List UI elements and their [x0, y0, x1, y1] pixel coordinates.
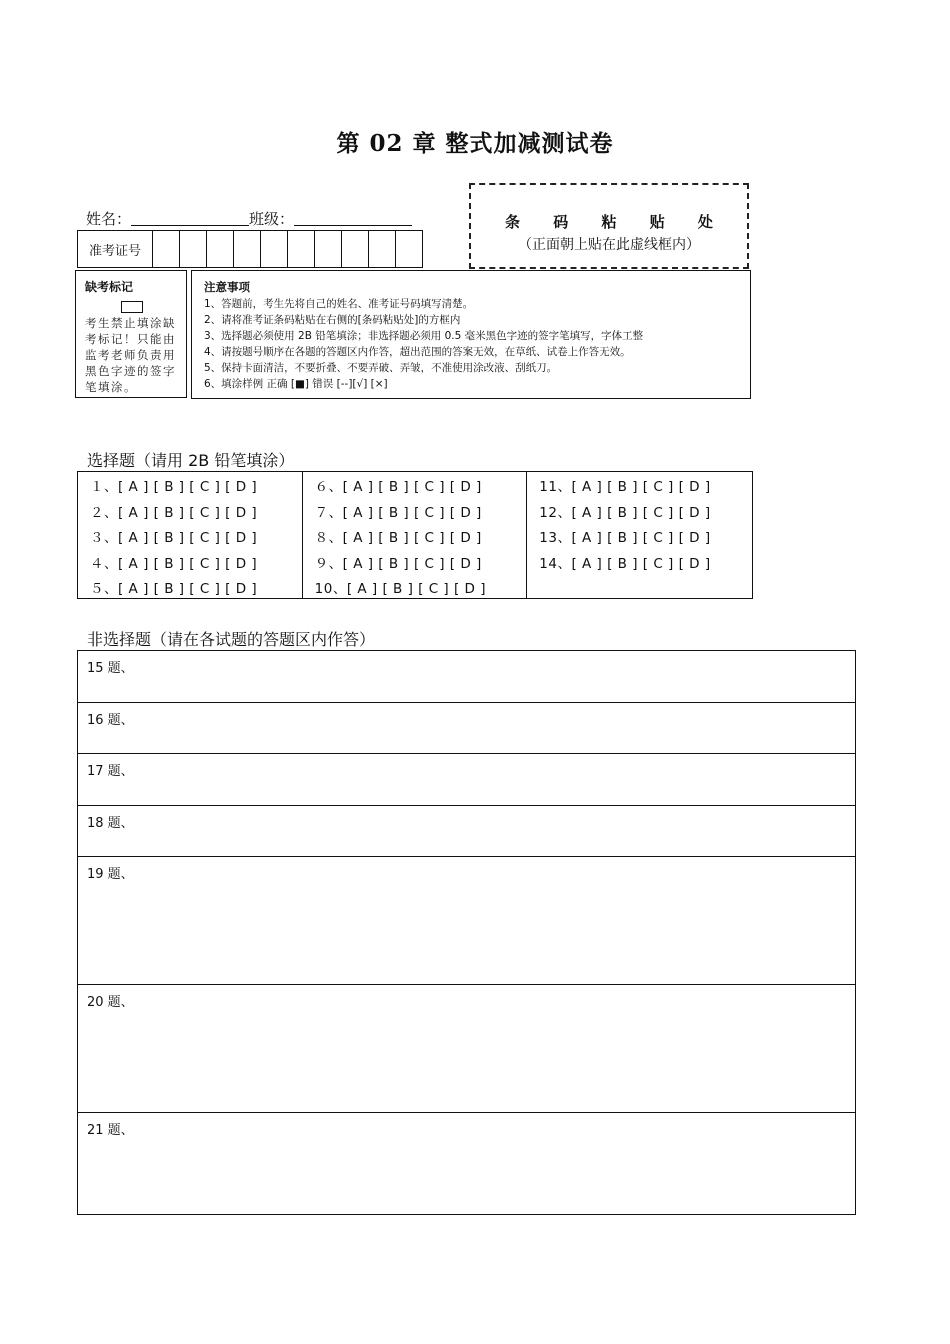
choice-column [527, 472, 752, 598]
name-field[interactable] [131, 209, 249, 226]
answer-box[interactable] [78, 1113, 855, 1214]
absent-mark-panel [75, 270, 187, 398]
notice-item: 3、选择题必须使用 2B 铅笔填涂；非选择题必须用 0.5 毫米黑色字迹的签字笔填写，字体工整 [204, 330, 644, 342]
choice-question[interactable]: ７、[ A ] [ B ] [ C ] [ D ] [314, 504, 482, 521]
absent-mark-text: 考生禁止填涂缺考标记！只能由监考老师负责用黑色字迹的签字笔填涂。 [85, 316, 176, 394]
exam-id-grid [77, 230, 423, 268]
exam-id-cell[interactable] [207, 231, 234, 267]
open-questions-label: 非选择题（请在各试题的答题区内作答） [87, 630, 376, 649]
barcode-area [469, 183, 749, 269]
exam-id-cell[interactable] [369, 231, 396, 267]
notice-item: 2、请将准考证条码粘贴在右侧的[条码粘贴处]的方框内 [204, 314, 461, 326]
answer-box[interactable] [78, 806, 855, 857]
exam-id-cell[interactable] [396, 231, 422, 267]
choice-question[interactable]: ５、[ A ] [ B ] [ C ] [ D ] [90, 581, 258, 597]
class-field[interactable] [294, 209, 412, 226]
choice-question[interactable]: 14、[ A ] [ B ] [ C ] [ D ] [539, 555, 711, 572]
question-number: 19 题、 [87, 867, 134, 882]
notice-title: 注意事项 [204, 280, 250, 294]
choice-question[interactable]: ４、[ A ] [ B ] [ C ] [ D ] [90, 555, 258, 572]
notice-item: 6、填涂样例 正确 [■] 错误 [--][√] [×] [204, 378, 388, 390]
question-number: 17 题、 [87, 764, 134, 779]
page-title: 第 02 章 整式加减测试卷 [336, 130, 614, 157]
choice-question[interactable]: 10、[ A ] [ B ] [ C ] [ D ] [314, 581, 486, 597]
answer-box[interactable] [78, 985, 855, 1113]
answer-box[interactable] [78, 857, 855, 985]
notice-item: 5、保持卡面清洁，不要折叠、不要弄破、弄皱，不准使用涂改液、刮纸刀。 [204, 362, 558, 374]
choice-question[interactable]: ２、[ A ] [ B ] [ C ] [ D ] [90, 504, 258, 521]
answer-box[interactable] [78, 754, 855, 806]
choice-question[interactable]: １、[ A ] [ B ] [ C ] [ D ] [90, 479, 258, 495]
exam-id-cell[interactable] [153, 231, 180, 267]
question-number: 18 题、 [87, 816, 134, 831]
notice-panel [191, 270, 751, 399]
exam-id-cell[interactable] [288, 231, 315, 267]
open-questions-area [77, 650, 856, 1215]
choice-column [78, 472, 303, 598]
choice-question[interactable]: 11、[ A ] [ B ] [ C ] [ D ] [539, 479, 711, 495]
multiple-choice-label: 选择题（请用 2B 铅笔填涂） [87, 451, 295, 470]
exam-id-cell[interactable] [261, 231, 288, 267]
name-label: 姓名： [86, 210, 132, 228]
exam-id-label: 准考证号 [78, 231, 153, 267]
multiple-choice-grid [77, 471, 753, 599]
exam-id-cell[interactable] [315, 231, 342, 267]
exam-id-cell[interactable] [234, 231, 261, 267]
name-class-row [86, 208, 412, 229]
answer-box[interactable] [78, 703, 855, 754]
exam-id-cell[interactable] [180, 231, 207, 267]
choice-question[interactable]: ８、[ A ] [ B ] [ C ] [ D ] [314, 530, 482, 546]
question-number: 20 题、 [87, 995, 134, 1010]
barcode-note: （正面朝上贴在此虚线框内） [518, 237, 700, 253]
choice-question[interactable]: 12、[ A ] [ B ] [ C ] [ D ] [539, 504, 711, 521]
question-number: 21 题、 [87, 1123, 134, 1138]
choice-question[interactable]: 13、[ A ] [ B ] [ C ] [ D ] [539, 530, 711, 546]
question-number: 15 题、 [87, 661, 134, 676]
choice-question[interactable]: ３、[ A ] [ B ] [ C ] [ D ] [90, 530, 258, 546]
notice-item: 1、答题前，考生先将自己的姓名、准考证号码填写清楚。 [204, 298, 474, 310]
answer-box[interactable] [78, 651, 855, 703]
choice-question[interactable]: ６、[ A ] [ B ] [ C ] [ D ] [314, 479, 482, 495]
choice-column [303, 472, 528, 598]
notice-item: 4、请按题号顺序在各题的答题区内作答，超出范围的答案无效，在草纸、试卷上作答无效。 [204, 346, 631, 358]
barcode-title: 条 码 粘 贴 处 [505, 213, 727, 231]
question-number: 16 题、 [87, 713, 134, 728]
absent-mark-checkbox[interactable] [121, 301, 143, 313]
choice-question[interactable]: ９、[ A ] [ B ] [ C ] [ D ] [314, 555, 482, 572]
class-label: 班级： [249, 210, 295, 228]
absent-mark-title: 缺考标记 [85, 280, 134, 294]
exam-id-cell[interactable] [342, 231, 369, 267]
